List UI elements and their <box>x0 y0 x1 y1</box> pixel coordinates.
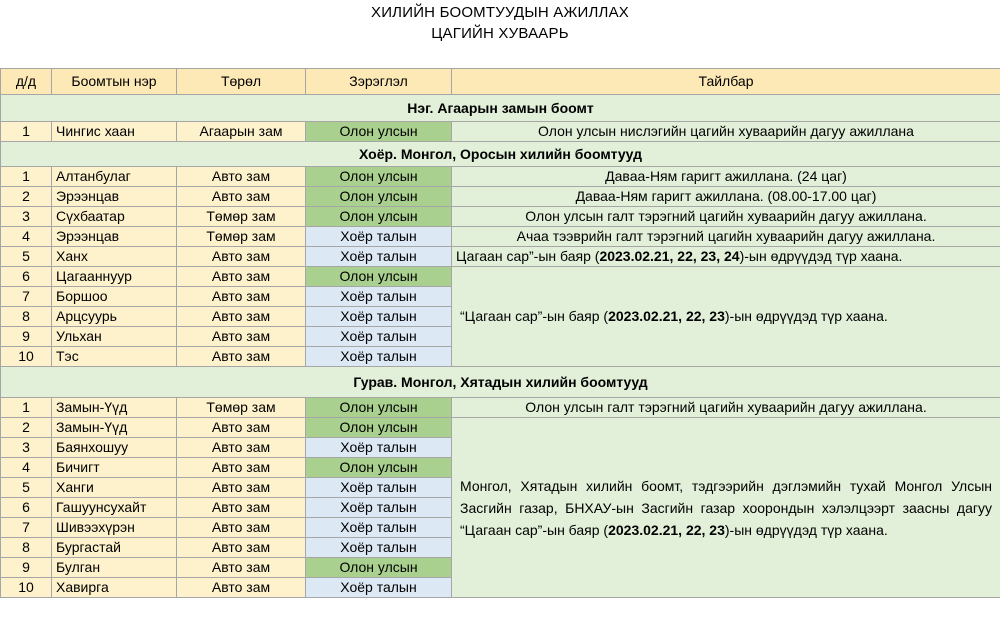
port-type: Авто зам <box>177 558 306 578</box>
page-title-line-1: ХИЛИЙН БООМТУУДЫН АЖИЛЛАХ <box>370 4 629 21</box>
row-number: 2 <box>1 418 52 438</box>
port-name: Баянхошуу <box>52 438 177 458</box>
table-row <box>1 267 1000 287</box>
port-name: Замын-Үүд <box>52 398 177 418</box>
port-name: Булган <box>52 558 177 578</box>
table-row <box>1 207 1000 227</box>
port-note: Даваа-Ням гаригт ажиллана. (08.00-17.00 цаг) <box>452 187 1000 207</box>
schedule-table <box>0 68 1000 598</box>
port-name: Ханх <box>52 247 177 267</box>
port-rank: Хоёр талын <box>306 347 452 367</box>
row-number: 5 <box>1 247 52 267</box>
port-name: Цагааннуур <box>52 267 177 287</box>
port-type: Авто зам <box>177 347 306 367</box>
port-name: Гашуунсухайт <box>52 498 177 518</box>
port-name: Тэс <box>52 347 177 367</box>
port-rank: Олон улсын <box>306 558 452 578</box>
port-name: Боршоо <box>52 287 177 307</box>
table-row <box>1 227 1000 247</box>
port-type: Авто зам <box>177 478 306 498</box>
row-number: 1 <box>1 167 52 187</box>
row-number: 5 <box>1 478 52 498</box>
row-number: 1 <box>1 398 52 418</box>
port-type: Авто зам <box>177 498 306 518</box>
port-name: Сүхбаатар <box>52 207 177 227</box>
section-title: Нэг. Агаарын замын боомт <box>1 95 1000 122</box>
header-number: д/д <box>1 69 52 95</box>
port-type: Агаарын зам <box>177 122 306 142</box>
port-rank: Хоёр талын <box>306 478 452 498</box>
port-name: Бичигт <box>52 458 177 478</box>
header-type: Төрөл <box>177 69 306 95</box>
row-number: 1 <box>1 122 52 142</box>
note-text: )-ын өдрүүдэд түр хаана. <box>739 248 903 264</box>
note-text: Монгол, Хятадын хилийн боомт, тэдгээрийн дэглэмийн тухай Монгол Улсын Засгийн газар, БНХАУ-ын Засгийн газар хоорондын хэлэлцээрт заасны дагуу “Цагаан сар”-ын баяр ( <box>460 477 992 538</box>
section-title: Хоёр. Монгол, Оросын хилийн боомтууд <box>1 142 1000 167</box>
note-text: )-ын өдрүүдэд түр хаана. <box>724 521 888 538</box>
port-rank: Олон улсын <box>306 398 452 418</box>
port-rank: Хоёр талын <box>306 438 452 458</box>
port-name: Ульхан <box>52 327 177 347</box>
note-text: “Цагаан сар”-ын баяр ( <box>460 308 609 324</box>
port-note: Олон улсын галт тэрэгний цагийн хуваарийн дагуу ажиллана. <box>452 207 1000 227</box>
port-name: Арцсуурь <box>52 307 177 327</box>
header-rank: Зэрэглэл <box>306 69 452 95</box>
section-row <box>1 142 1000 167</box>
table-row <box>1 167 1000 187</box>
port-type: Авто зам <box>177 538 306 558</box>
port-type: Авто зам <box>177 438 306 458</box>
port-type: Төмөр зам <box>177 398 306 418</box>
merged-note <box>452 267 1000 367</box>
port-type: Төмөр зам <box>177 207 306 227</box>
port-name: Чингис хаан <box>52 122 177 142</box>
row-number: 9 <box>1 327 52 347</box>
section-row <box>1 367 1000 398</box>
row-number: 8 <box>1 307 52 327</box>
port-name: Хавирга <box>52 578 177 598</box>
port-type: Авто зам <box>177 267 306 287</box>
port-rank: Хоёр талын <box>306 227 452 247</box>
page-title-line-2: ЦАГИЙН ХУВААРЬ <box>431 25 569 42</box>
note-text: )-ын өдрүүдэд түр хаана. <box>724 308 888 324</box>
note-text: Цагаан сар”-ын баяр ( <box>456 248 600 264</box>
port-rank: Хоёр талын <box>306 518 452 538</box>
table-row <box>1 418 1000 438</box>
port-type: Авто зам <box>177 247 306 267</box>
port-type: Авто зам <box>177 167 306 187</box>
port-type: Авто зам <box>177 287 306 307</box>
note-dates: 2023.02.21, 22, 23 <box>608 521 725 538</box>
row-number: 10 <box>1 347 52 367</box>
port-type: Авто зам <box>177 578 306 598</box>
row-number: 4 <box>1 458 52 478</box>
port-type: Төмөр зам <box>177 227 306 247</box>
port-rank: Хоёр талын <box>306 247 452 267</box>
note-dates: 2023.02.21, 22, 23, 24 <box>599 248 740 264</box>
port-type: Авто зам <box>177 418 306 438</box>
port-type: Авто зам <box>177 327 306 347</box>
row-number: 10 <box>1 578 52 598</box>
port-rank: Хоёр талын <box>306 578 452 598</box>
port-type: Авто зам <box>177 187 306 207</box>
row-number: 7 <box>1 518 52 538</box>
port-type: Авто зам <box>177 307 306 327</box>
row-number: 6 <box>1 498 52 518</box>
port-note: Даваа-Ням гаригт ажиллана. (24 цаг) <box>452 167 1000 187</box>
table-row <box>1 187 1000 207</box>
port-rank: Олон улсын <box>306 207 452 227</box>
row-number: 8 <box>1 538 52 558</box>
port-rank: Хоёр талын <box>306 307 452 327</box>
port-note: Ачаа тээврийн галт тэрэгний цагийн хуваарийн дагуу ажиллана. <box>452 227 1000 247</box>
port-rank: Хоёр талын <box>306 498 452 518</box>
table-row <box>1 398 1000 418</box>
port-rank: Хоёр талын <box>306 287 452 307</box>
table-row <box>1 122 1000 142</box>
section-row <box>1 95 1000 122</box>
port-name: Замын-Үүд <box>52 418 177 438</box>
port-rank: Олон улсын <box>306 187 452 207</box>
row-number: 4 <box>1 227 52 247</box>
port-rank: Олон улсын <box>306 122 452 142</box>
header-note: Тайлбар <box>452 69 1000 95</box>
port-note: Олон улсын галт тэрэгний цагийн хуваарийн дагуу ажиллана. <box>452 398 1000 418</box>
table-header-row <box>1 69 1000 95</box>
port-name: Алтанбулаг <box>52 167 177 187</box>
port-type: Авто зам <box>177 458 306 478</box>
port-name: Ханги <box>52 478 177 498</box>
port-name: Бургастай <box>52 538 177 558</box>
note-dates: 2023.02.21, 22, 23 <box>608 308 725 324</box>
row-number: 3 <box>1 207 52 227</box>
merged-note <box>452 418 1000 598</box>
port-rank: Хоёр талын <box>306 538 452 558</box>
port-rank: Хоёр талын <box>306 327 452 347</box>
row-number: 2 <box>1 187 52 207</box>
port-rank: Олон улсын <box>306 458 452 478</box>
port-rank: Олон улсын <box>306 418 452 438</box>
port-rank: Олон улсын <box>306 267 452 287</box>
row-number: 7 <box>1 287 52 307</box>
port-name: Эрээнцав <box>52 227 177 247</box>
port-note: Олон улсын нислэгийн цагийн хуваарийн дагуу ажиллана <box>452 122 1000 142</box>
table-row <box>1 247 1000 267</box>
row-number: 6 <box>1 267 52 287</box>
row-number: 3 <box>1 438 52 458</box>
port-rank: Олон улсын <box>306 167 452 187</box>
port-type: Авто зам <box>177 518 306 538</box>
header-port-name: Боомтын нэр <box>52 69 177 95</box>
port-note <box>452 247 1000 267</box>
port-name: Шивээхүрэн <box>52 518 177 538</box>
section-title: Гурав. Монгол, Хятадын хилийн боомтууд <box>1 367 1000 398</box>
port-name: Эрээнцав <box>52 187 177 207</box>
row-number: 9 <box>1 558 52 578</box>
